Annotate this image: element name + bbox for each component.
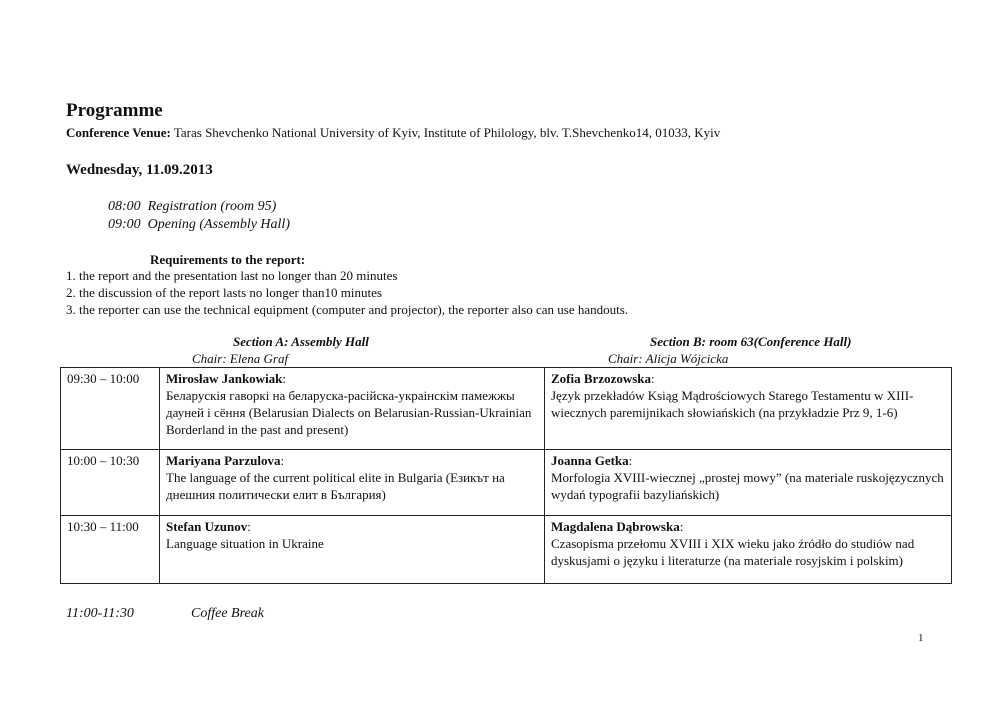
- talk-title: The language of the current political elite in Bulgaria (Езикът на днешния политически елит в България): [166, 470, 505, 502]
- schedule-item: [108, 217, 290, 233]
- speaker-sep: :: [282, 371, 287, 386]
- programme-table: [60, 367, 952, 584]
- section-b-chair: Chair: Alicja Wójcicka: [608, 351, 729, 366]
- coffee-break-time: 11:00-11:30: [66, 606, 134, 621]
- speaker-sep: :: [679, 519, 684, 534]
- section-b-cell: [545, 516, 952, 584]
- schedule-event: Registration (room 95): [147, 199, 277, 214]
- section-a-cell: [160, 516, 545, 584]
- section-a-chair: Chair: Elena Graf: [192, 351, 289, 366]
- table-row: [61, 450, 952, 516]
- speaker-sep: :: [628, 453, 633, 468]
- section-b-title: Section B: room 63(Conference Hall): [650, 334, 852, 349]
- speaker-name: Joanna Getka: [551, 453, 629, 468]
- talk-title: Język przekładów Ksiąg Mądrościowych Starego Testamentu w XIII-wiecznych paremijnikach słowiańskich (na przykładzie Prz 9, 1-6): [551, 388, 914, 420]
- page-number: 1: [918, 632, 924, 644]
- talk-title: Language situation in Ukraine: [166, 536, 324, 551]
- talk-title: Morfologia XVIII-wiecznej „prostej mowy” (na materiale ruskojęzycznych wydań typografii bazyliańskich): [551, 470, 944, 502]
- coffee-break-label: Coffee Break: [191, 606, 264, 621]
- schedule-time: 08:00: [108, 199, 141, 214]
- schedule-time: 09:00: [108, 217, 141, 232]
- speaker-name: Stefan Uzunov: [166, 519, 248, 534]
- speaker-sep: :: [280, 453, 285, 468]
- section-b-cell: [545, 368, 952, 450]
- talk-title: Czasopisma przełomu XVIII i XIX wieku jako źródło do studiów nad dyskusjami o języku i literaturze (na materiale rosyjskim i polskim): [551, 536, 915, 568]
- speaker-name: Magdalena Dąbrowska: [551, 519, 680, 534]
- table-row: [61, 516, 952, 584]
- section-a-cell: [160, 368, 545, 450]
- speaker-name: Mariyana Parzulova: [166, 453, 281, 468]
- day-heading: Wednesday, 11.09.2013: [66, 162, 213, 178]
- section-b-cell: [545, 450, 952, 516]
- schedule-event: Opening (Assembly Hall): [147, 217, 290, 232]
- conference-venue: [66, 125, 720, 141]
- schedule-item: [108, 199, 276, 215]
- time-cell: 10:30 – 11:00: [61, 516, 160, 584]
- time-cell: 09:30 – 10:00: [61, 368, 160, 450]
- section-a-title: Section A: Assembly Hall: [233, 334, 369, 349]
- page-title: Programme: [66, 100, 163, 121]
- section-a-cell: [160, 450, 545, 516]
- speaker-sep: :: [651, 371, 655, 386]
- requirement-item: 3. the reporter can use the technical equipment (computer and projector), the reporter also can use handouts.: [66, 302, 629, 317]
- time-cell: 10:00 – 10:30: [61, 450, 160, 516]
- speaker-sep: :: [247, 519, 251, 534]
- talk-title: Беларускія гаворкі на беларуска-расійска-украінскім памежжы дауней і сёння (Belarusian Dialects on Belarusian-Russian-Ukrainian Borderland in the past and present): [166, 388, 532, 437]
- venue-label: Conference Venue:: [66, 125, 171, 140]
- speaker-name: Mirosław Jankowiak: [166, 371, 283, 386]
- requirement-item: 1. the report and the presentation last no longer than 20 minutes: [66, 268, 398, 283]
- requirements-title: Requirements to the report:: [150, 252, 306, 267]
- requirement-item: 2. the discussion of the report lasts no longer than10 minutes: [66, 285, 382, 300]
- speaker-name: Zofia Brzozowska: [551, 371, 652, 386]
- table-row: [61, 368, 952, 450]
- venue-text: Taras Shevchenko National University of Kyiv, Institute of Philology, blv. T.Shevchenko14, 01033, Kyiv: [170, 125, 721, 140]
